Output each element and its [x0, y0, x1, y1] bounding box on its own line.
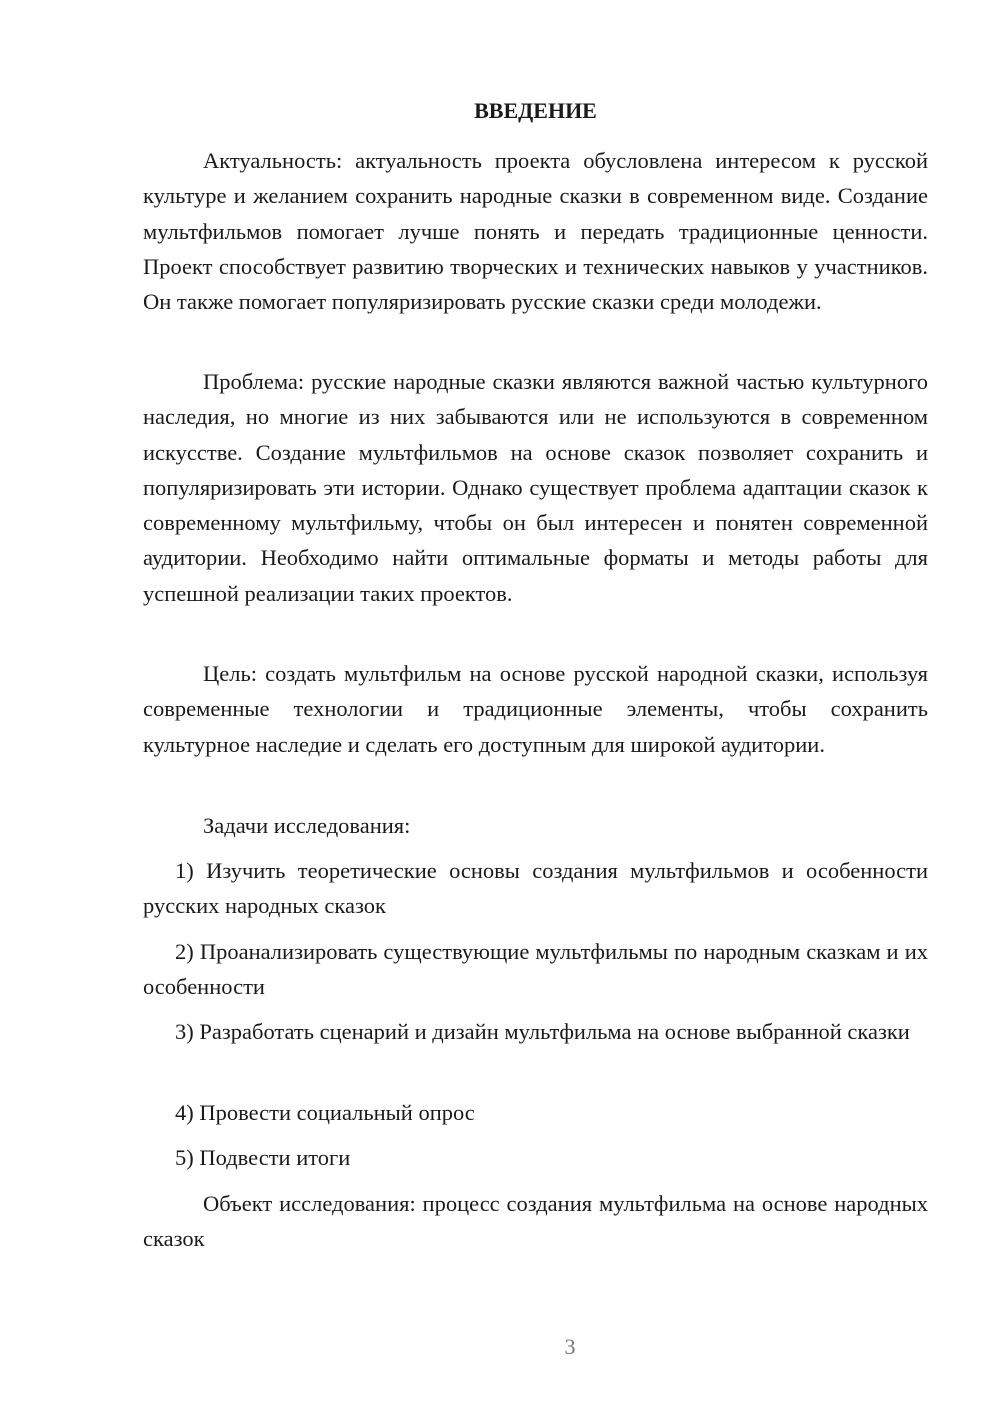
problem-paragraph: Проблема: русские народные сказки являются важной частью культурного наследия, но многие из них забываются или не используются в современном искусстве. Создание мультфильмов на основе сказок позволяет сохранить и популяризировать эти истории. Однако существует проблема адаптации сказок к современному мультфильму, чтобы он был интересен и понятен современной аудитории. Необходимо найти оптимальные форматы и методы работы для успешной реализации таких проектов. — [143, 369, 928, 606]
section-title: ВВЕДЕНИЕ — [474, 98, 597, 123]
goal-paragraph: Цель: создать мультфильм на основе русской народной сказки, используя современные технологии и традиционные элементы, чтобы сохранить культурное наследие и сделать его доступным для широкой аудитории. — [143, 661, 928, 757]
task-item-1: 1) Изучить теоретические основы создания мультфильмов и особенности русских народных сказок — [143, 858, 928, 919]
page-number: 3 — [564, 1334, 576, 1359]
task-item-5: 5) Подвести итоги — [175, 1145, 351, 1170]
task-item-3: 3) Разработать сценарий и дизайн мультфильма на основе выбранной сказки — [175, 1019, 910, 1044]
relevance-paragraph: Актуальность: актуальность проекта обусловлена интересом к русской культуре и желанием сохранить народные сказки в современном виде. Создание мультфильмов помогает лучше понять и передать традиционные ценности. Проект способствует развитию творческих и технических навыков у участников. Он также помогает популяризировать русские сказки среди молодежи. — [143, 148, 928, 315]
object-paragraph: Объект исследования: процесс создания мультфильма на основе народных сказок — [143, 1191, 928, 1252]
task-item-4: 4) Провести социальный опрос — [175, 1100, 475, 1125]
tasks-heading: Задачи исследования: — [203, 813, 411, 838]
task-item-2: 2) Проанализировать существующие мультфильмы по народным сказкам и их особенности — [143, 939, 928, 1000]
